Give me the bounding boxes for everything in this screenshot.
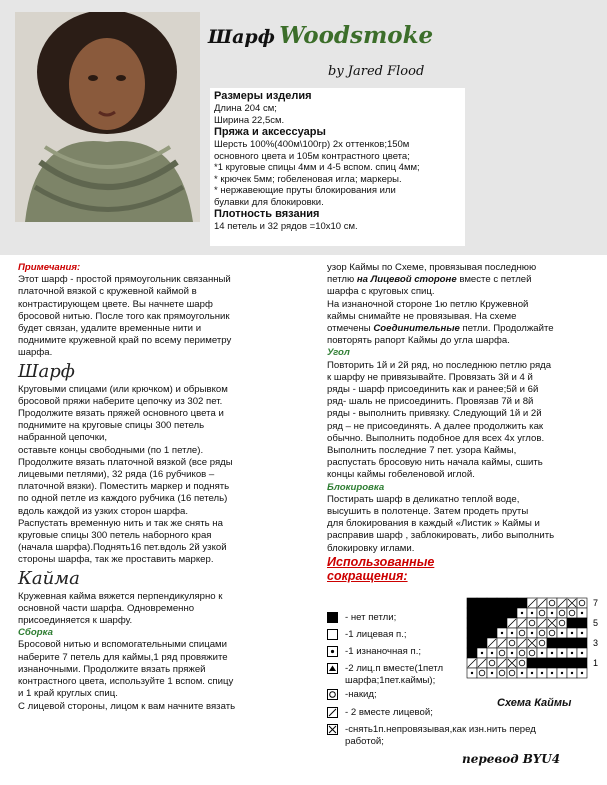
text-line: оставьте концы свободными (по 1 петле). [18, 444, 204, 456]
text-line: шарфа. [18, 347, 53, 359]
chart-cell [547, 658, 557, 668]
text-line: по одной петле из каждого рубчика (16 петель) [18, 493, 228, 505]
legend-text: - нет петли; [345, 612, 397, 623]
text-line: поднимите кружевной край по всему периметру [18, 335, 232, 347]
corner-heading: Угол [327, 347, 350, 359]
right-column [327, 262, 599, 583]
black-square-icon [327, 612, 338, 623]
text-line: повторять рапорт Каймы до угла шарфа. [327, 335, 510, 347]
yarn-line: *1 круговые спицы 4мм и 4-5 вспом. спиц 4мм; [214, 162, 420, 173]
yarn-line: основного цвета и 105м контрастного цвета; [214, 150, 410, 162]
empty-square-icon [327, 629, 338, 640]
text-line: Распустать временную нить и так же снять на [18, 517, 223, 529]
text-line: блокировку иглами. [327, 542, 415, 554]
purl-mark [581, 672, 583, 674]
size-width: Ширина 22,5см. [214, 114, 285, 126]
chart-cell [557, 608, 567, 618]
text-line: Круговыми спицами (или крючком) и обрывком [18, 383, 228, 395]
purl-mark [581, 632, 583, 634]
text-line: наберите 7 петель для каймы,1 ряд провяжите [18, 651, 228, 663]
page-title [208, 22, 438, 52]
text-line: Выполнить последние 7 пет. узора Каймы, [327, 445, 517, 457]
abbr-heading [327, 555, 599, 583]
chart-cell [527, 618, 537, 628]
chart-cell [577, 618, 587, 628]
legend-text: -накид; [345, 689, 377, 700]
row-number-label: 3 [593, 638, 599, 648]
chart-cell [517, 598, 527, 608]
chart-cell [487, 618, 497, 628]
text-line: расправив шарф , заблокировать, либо выполнить [327, 530, 555, 542]
text-line: узор Каймы по Схеме, провязывая последнюю [327, 262, 537, 273]
text-line: бросовой нитью. После того как прямоугольник [18, 310, 230, 322]
text-line: бросовой пряжи наберите цепочку из 302 пет. [18, 395, 223, 407]
chart-cell [567, 608, 577, 618]
text-line: круговые спицы 300 петель наборного края [18, 530, 212, 542]
purl-mark [521, 672, 523, 674]
chart-cell [497, 608, 507, 618]
left-column [18, 262, 300, 713]
row-number-label: 5 [593, 618, 599, 628]
purl-mark [521, 612, 523, 614]
chart-cell [477, 598, 487, 608]
purl-mark [491, 672, 493, 674]
text-line: Бросовой нитью и вспомогательными спицами [18, 639, 228, 651]
chart-cell [467, 608, 477, 618]
text-line: присоединяется к шарфу. [18, 615, 133, 627]
x-square-icon [327, 724, 338, 735]
text-line: поднимите на круговые спицы 300 петель [18, 420, 205, 432]
purl-mark [551, 652, 553, 654]
gauge-heading: Плотность вязания [214, 208, 320, 220]
legend-text: -снять1п.непровязывая,как изн.нить перед [345, 724, 536, 735]
purl-mark [561, 632, 563, 634]
model-photo [15, 12, 200, 222]
text-line: вдоль каждой из узких сторон шарфа. [18, 505, 189, 517]
edge-heading: Кайма [18, 567, 80, 589]
triangle-square-icon [327, 663, 338, 674]
purl-mark [481, 652, 483, 654]
chart-cell [547, 598, 557, 608]
scarf-text [18, 384, 300, 567]
chart-cell [567, 658, 577, 668]
chart-cell [517, 658, 527, 668]
text-line: петлю на Лицевой стороне вместе с петлей [327, 274, 532, 286]
legend-text: -1 изнаночная п.; [345, 646, 422, 657]
chart-cell [517, 648, 527, 658]
purl-mark [581, 612, 583, 614]
row-number-label: 1 [593, 658, 599, 668]
translation-credit: перевод BYU4 [462, 752, 561, 766]
legend-text: -2 лиц.п вместе(1петл [345, 663, 444, 674]
purl-mark [561, 672, 563, 674]
chart-cell [527, 658, 537, 668]
yarn-heading: Пряжа и аксессуары [214, 126, 326, 138]
text-line: (начала шарфа).Поднять16 пет.вдоль 2й узкой [18, 542, 227, 554]
purl-mark [491, 652, 493, 654]
chart-cell [477, 638, 487, 648]
purl-mark [541, 672, 543, 674]
abbr-heading-line: сокращения: [327, 568, 408, 583]
emphasis: Соединительные [373, 323, 460, 335]
assembly-text [18, 639, 300, 712]
notes-heading: Примечания: [18, 262, 81, 273]
chart-cell [487, 608, 497, 618]
text-line: набранной цепочки, [18, 432, 108, 444]
chart-cell [487, 658, 497, 668]
purl-mark [571, 652, 573, 654]
yarn-line: Шерсть 100%(400м\100гр) 2х оттенков;150м [214, 139, 410, 150]
purl-mark [561, 652, 563, 654]
text-line: ряд – не присоединять. А далее продолжить как [327, 420, 544, 432]
text-line: контрастирующем цвете. Вы начнете шарф [18, 298, 213, 310]
chart-cell [507, 638, 517, 648]
yarn-line: * нержавеющие пруты блокирования или [214, 185, 396, 196]
yarn-line: * крючек 5мм; гобеленовая игла; маркеры. [214, 173, 402, 185]
specs-box [210, 88, 465, 246]
text-line: шарфа с круговых спиц. [327, 286, 435, 298]
text-line: На изнаночной стороне 1ю петлю Кружевной [327, 298, 529, 310]
text-line: Повторить 1й и 2й ряд, но последнюю петлю ряда [327, 359, 552, 371]
text-line: Этот шарф - простой прямоугольник связанный [18, 274, 231, 286]
chart-cell [567, 618, 577, 628]
text-line: Продолжите вязать пряжей основного цвета и [18, 408, 224, 420]
chart-cell [537, 658, 547, 668]
text-line: Продолжите вязать платочной вязкой (все ряды [18, 456, 233, 468]
chart-cell [467, 598, 477, 608]
legend-text: работой; [345, 736, 384, 747]
chart-cell [547, 628, 557, 638]
yarn-line: булавки для блокировки. [214, 196, 324, 208]
text-line: ряд- шаль не присоединить. Провязав 7й и 8й [327, 396, 534, 408]
gauge-value: 14 петель и 32 рядов =10х10 см. [214, 221, 358, 232]
chart-cell [477, 618, 487, 628]
text-line: высушить в полотенце. Затем продеть пруты [327, 506, 529, 518]
legend-text: шарфа;1пет.каймы); [345, 675, 436, 686]
chart-cell [577, 658, 587, 668]
text-line: отмечены Соединительные петли. Продолжайте [327, 323, 554, 335]
slash-square-icon [327, 707, 338, 718]
chart-cell [557, 638, 567, 648]
title-ru: Шарф [208, 26, 275, 48]
purl-mark [531, 672, 533, 674]
text-line: распустать бросовую нить начала каймы, сшить [327, 457, 543, 469]
chart-cell [497, 618, 507, 628]
purl-mark [551, 612, 553, 614]
purl-mark [541, 652, 543, 654]
text-line: к шарфу не привязывайте. Провязать 3й и 4 й [327, 371, 533, 383]
purl-mark [571, 632, 573, 634]
chart-caption: Схема Каймы [497, 697, 572, 709]
text-line: С лицевой стороны, лицом к вам начните вязать [18, 700, 236, 712]
chart-grid [467, 598, 598, 678]
text-line: ряды - шарф присоединить как и ранее;5й и 6й [327, 384, 539, 396]
purl-mark [531, 632, 533, 634]
chart-cell [477, 608, 487, 618]
chart-cell [477, 628, 487, 638]
chart-cell [487, 598, 497, 608]
chart-cell [577, 638, 587, 648]
purl-mark [551, 672, 553, 674]
chart-cell [467, 618, 477, 628]
text-line: Постирать шарф в деликатно теплой воде, [327, 493, 520, 505]
text-line: изнаночными. Продолжите вязать пряжей [18, 663, 206, 675]
size-heading: Размеры изделия [214, 90, 312, 102]
block-heading: Блокировка [327, 481, 385, 493]
chart-cell [547, 638, 557, 648]
text-line: и 1 край круглых спиц. [18, 688, 118, 700]
chart-cell [537, 628, 547, 638]
chart-cell [507, 598, 517, 608]
chart-cell [557, 618, 567, 628]
text-line: ряды - выполнить привязку. Следующий 1й и 2й [327, 408, 542, 420]
text-line: каймы снимайте не провязывая. На схеме [327, 310, 517, 322]
text-line: контрастного цвета, используйте 1 вспом. спицу [18, 676, 234, 688]
chart-cell [467, 638, 477, 648]
chart-cell [467, 648, 477, 658]
chart-cell [507, 668, 517, 678]
chart-cell [467, 628, 477, 638]
purl-mark [471, 672, 473, 674]
emphasis: на Лицевой стороне [356, 274, 457, 286]
purl-mark [571, 672, 573, 674]
chart-cell [497, 598, 507, 608]
legend-text: -1 лицевая п.; [345, 629, 407, 640]
notes-text [18, 274, 300, 359]
text-line: платочной вязкой с кружевной каймой в [18, 286, 197, 298]
chart-cell [537, 638, 547, 648]
chart-cell [477, 668, 487, 678]
size-length: Длина 204 см; [214, 103, 277, 114]
text-line: платочной вязки). Поместить маркер и поднять [18, 481, 230, 493]
assembly-heading: Сборка [18, 627, 53, 639]
purl-mark [531, 612, 533, 614]
text-line: будет связан, удалите временные нити и [18, 323, 202, 335]
chart-cell [537, 608, 547, 618]
title-en: Woodsmoke [279, 22, 434, 49]
row-number-label: 7 [593, 598, 599, 608]
purl-mark [581, 652, 583, 654]
chart-cell [497, 648, 507, 658]
edge-text [18, 591, 300, 628]
chart-cell [577, 598, 587, 608]
purl-mark [511, 652, 513, 654]
purl-mark [511, 632, 513, 634]
chart-cell [567, 638, 577, 648]
chart-cell [527, 648, 537, 658]
byline: by Jared Flood [328, 64, 425, 79]
dot-square-icon [327, 646, 338, 657]
chart-cell [507, 608, 517, 618]
text-line: стороны шарфа, так же проставить маркер. [18, 554, 214, 566]
chart-cell [557, 658, 567, 668]
chart-cell [517, 628, 527, 638]
abbr-heading-line: Использованные [327, 554, 435, 569]
text-line: Кружевная кайма вяжется перпендикулярно к [18, 590, 223, 602]
chart-cell [497, 668, 507, 678]
edge-chart [465, 592, 605, 692]
circle-square-icon [327, 689, 338, 700]
chart-cell [487, 628, 497, 638]
text-line: концы каймы гобеленовой иглой. [327, 469, 475, 481]
purl-mark [501, 632, 503, 634]
text-line: обычно. Выполнить подобное для всех 4х углов. [327, 432, 545, 444]
legend-text: - 2 вместе лицевой; [345, 707, 433, 718]
text-line: лицевыми петлями), 32 ряда (16 рубчиков – [18, 469, 215, 481]
text-line: основной части шарфа. Одновременно [18, 602, 195, 614]
scarf-heading: Шарф [18, 360, 75, 382]
text-line: для блокирования в каждый «Листик » Каймы и [327, 518, 540, 530]
